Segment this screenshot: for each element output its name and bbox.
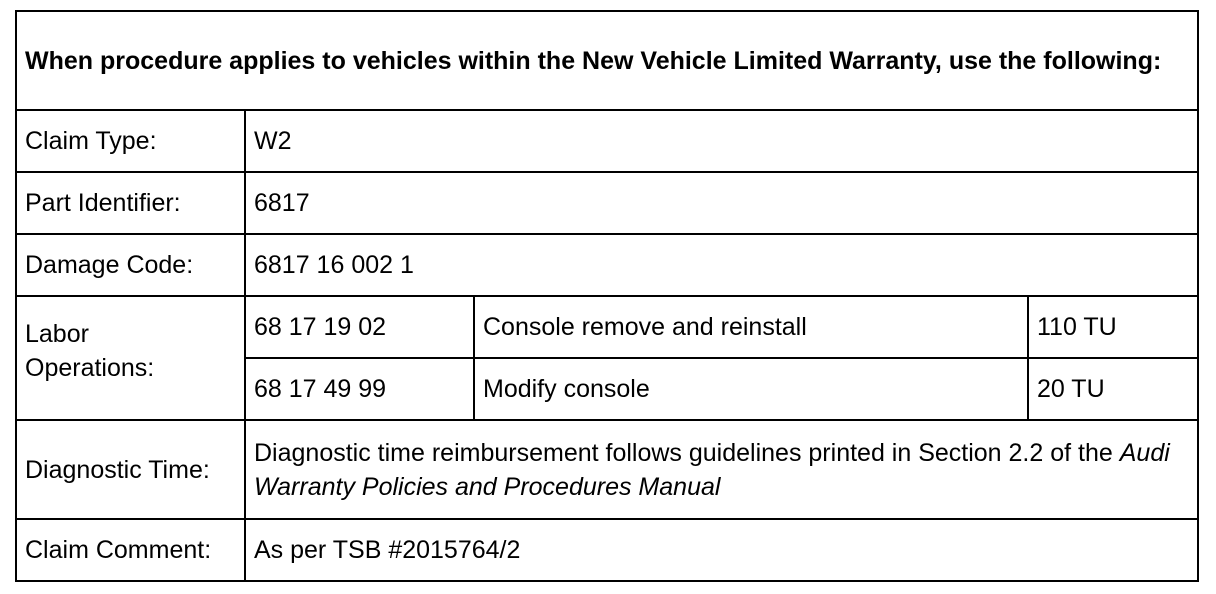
labor-operations-label-line1: Labor <box>25 320 89 348</box>
labor-operation-code: 68 17 49 99 <box>245 358 474 420</box>
warranty-claim-table <box>15 10 1199 582</box>
damage-code-label: Damage Code: <box>16 234 245 296</box>
labor-operation-description: Modify console <box>474 358 1028 420</box>
diagnostic-time-text: Diagnostic time reimbursement follows guidelines printed in Section 2.2 of the <box>254 438 1120 467</box>
part-identifier-label: Part Identifier: <box>16 172 245 234</box>
table-row-diagnostic-time <box>16 420 1198 519</box>
labor-operations-label-line2: Operations: <box>25 354 155 382</box>
table-header: When procedure applies to vehicles within the New Vehicle Limited Warranty, use the following: <box>16 11 1198 110</box>
claim-type-label: Claim Type: <box>16 110 245 172</box>
table-row-claim-type <box>16 110 1198 172</box>
table-row-damage-code <box>16 234 1198 296</box>
labor-operation-code: 68 17 19 02 <box>245 296 474 358</box>
labor-operation-time: 110 TU <box>1028 296 1198 358</box>
claim-comment-value: As per TSB #2015764/2 <box>245 519 1198 581</box>
claim-type-value: W2 <box>245 110 1198 172</box>
claim-comment-label: Claim Comment: <box>16 519 245 581</box>
table-row-labor-operation <box>16 296 1198 358</box>
diagnostic-time-label: Diagnostic Time: <box>16 420 245 519</box>
labor-operation-description: Console remove and reinstall <box>474 296 1028 358</box>
manual-title: Audi Warranty Policies and Procedures Manual <box>254 438 1170 501</box>
diagnostic-time-value <box>245 420 1198 519</box>
labor-operation-time: 20 TU <box>1028 358 1198 420</box>
labor-operations-label <box>16 296 245 420</box>
damage-code-value: 6817 16 002 1 <box>245 234 1198 296</box>
table-row-claim-comment <box>16 519 1198 581</box>
part-identifier-value: 6817 <box>245 172 1198 234</box>
table-row-part-identifier <box>16 172 1198 234</box>
